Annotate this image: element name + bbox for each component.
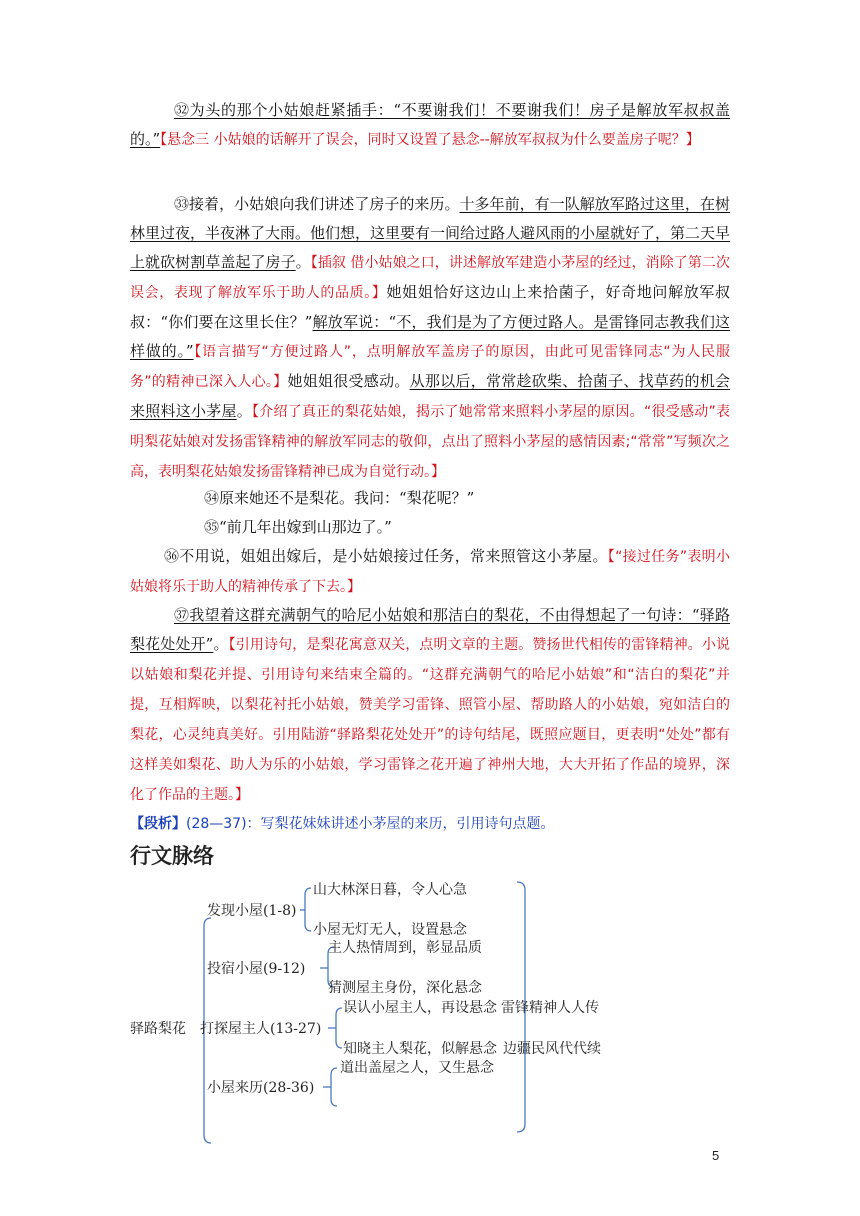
analysis-text: (28—37)：写梨花妹妹讲述小茅屋的来历，引用诗句点题。 [186,816,555,832]
outline-section-inquire: 打探屋主人(13-27) [200,1021,322,1037]
outline-right-label-1: 雷锋精神人人传 [501,1000,599,1016]
annotation-language: 【语言描写“方便过路人”，点明解放军盖房子的原因，由此可见雷锋同志“为人民服务”的精神已深入人心。】 [130,344,730,390]
outline-item-history-1: 道出盖屋之人，又生悬念 [340,1060,494,1076]
annotation-take-over: 【“接过任务”表明小姑娘将乐于助人的精神传承了下去。】 [130,549,730,595]
paragraph-32-quote: ㉜为头的那个小姑娘赶紧插手：“不要谢我们！不要谢我们！房子是解放军叔叔盖的。” [130,101,730,148]
annotation-real-lihua: 【介绍了真正的梨花姑娘，揭示了她常常来照料小茅屋的原因。“很受感动”表明梨花姑娘对发扬雷锋精神的解放军同志的敬仰，点出了照料小茅屋的感情因素;“常常”写频次之高，表明梨花姑娘发扬雷锋精神已成为自觉行动。】 [130,404,730,480]
outline-item-inquire-2: 知晓主人梨花，似解悬念 [343,1041,497,1057]
analysis-label: 【段析】 [130,816,186,832]
paragraph-33-text-4: 她姐姐很受感动。 [287,372,410,390]
paragraph-35: ㉟“前几年出嫁到山那边了。” [204,518,392,536]
paragraph-33-text-2: 。 [295,253,311,271]
paragraph-33-text-3: 她姐姐恰好这边山上来拾菌子，好奇地问解放军叔叔：“你们要在这里长住？” [130,283,730,331]
outline-item-stay-2: 猜测屋主身份，深化悬念 [328,980,482,996]
paragraph-36-text: ㊱不用说，姐姐出嫁后，是小姑娘接过任务，常来照管这小茅屋。 [164,547,608,565]
outline-right-label-2: 边疆民风代代续 [503,1041,601,1057]
paragraph-33-text-1: ㉝接着，小姑娘向我们讲述了房子的来历。 [174,195,460,213]
annotation-suspense-three: 【悬念三 小姑娘的话解开了误会，同时又设置了悬念--解放军叔叔为什么要盖房子呢？】 [160,132,700,148]
page-number: 5 [712,1148,720,1163]
paragraph-37-poem: ㊲我望着这群充满朝气的哈尼小姑娘和那洁白的梨花，不由得想起了一句诗：“驿路梨花处处开” [130,606,730,653]
outline-section-discover: 发现小屋(1-8) [207,903,297,919]
outline-item-discover-2: 小屋无灯无人，设置悬念 [313,922,467,938]
annotation-flashback: 【插叙 借小姑娘之口，讲述解放军建造小茅屋的经过，消除了第二次误会，表现了解放军乐于助人的品质。】 [130,255,730,301]
annotation-poem: 【引用诗句，是梨花寓意双关，点明文章的主题。赞扬世代相传的雷锋精神。小说以姑娘和梨花并提、引用诗句来结束全篇的。“这群充满朝气的哈尼小姑娘”和“洁白的梨花”并提，互相辉映，以梨花衬托小姑娘，赞美学习雷锋、照管小屋、帮助路人的小姑娘，宛如洁白的梨花，心灵纯真美好。引用陆游“驿路梨花处处开”的诗句结尾，既照应题目，更表明“处处”都有这样美如梨花、助人为乐的小姑娘，学习雷锋之花开遍了神州大地，大大开拓了作品的境界，深化了作品的主题。】 [130,637,731,803]
paragraph-37-text: 。 [213,635,229,653]
outline-title: 行文脉络 [130,844,214,868]
paragraph-33-soldier-quote: 解放军说：“不，我们是为了方便过路人。是雷锋同志教我们这样做的。” [130,313,730,360]
outline-item-discover-1: 山大林深日暮，令人心急 [313,882,467,898]
paragraph-33-care: 从那以后，常常趁砍柴、拾菌子、找草药的机会来照料这小茅屋 [130,372,730,420]
outline-item-inquire-1: 误认小屋主人，再设悬念 [343,1000,497,1016]
outline-section-stay: 投宿小屋(9-12) [207,961,306,977]
outline-root: 驿路梨花 [130,1021,186,1037]
paragraph-34: ㉞原来她还不是梨花。我问：“梨花呢？” [204,489,475,507]
outline-item-stay-1: 主人热情周到，彰显品质 [328,940,482,956]
paragraph-33-text-5: 。 [236,402,252,420]
paragraph-33-flashback: 十多年前，有一队解放军路过这里，在树林里过夜，半夜淋了大雨。他们想，这里要有一间给过路人避风雨的小屋就好了，第二天早上就砍树割草盖起了房子 [130,195,731,271]
outline-section-history: 小屋来历(28-36) [207,1080,315,1096]
